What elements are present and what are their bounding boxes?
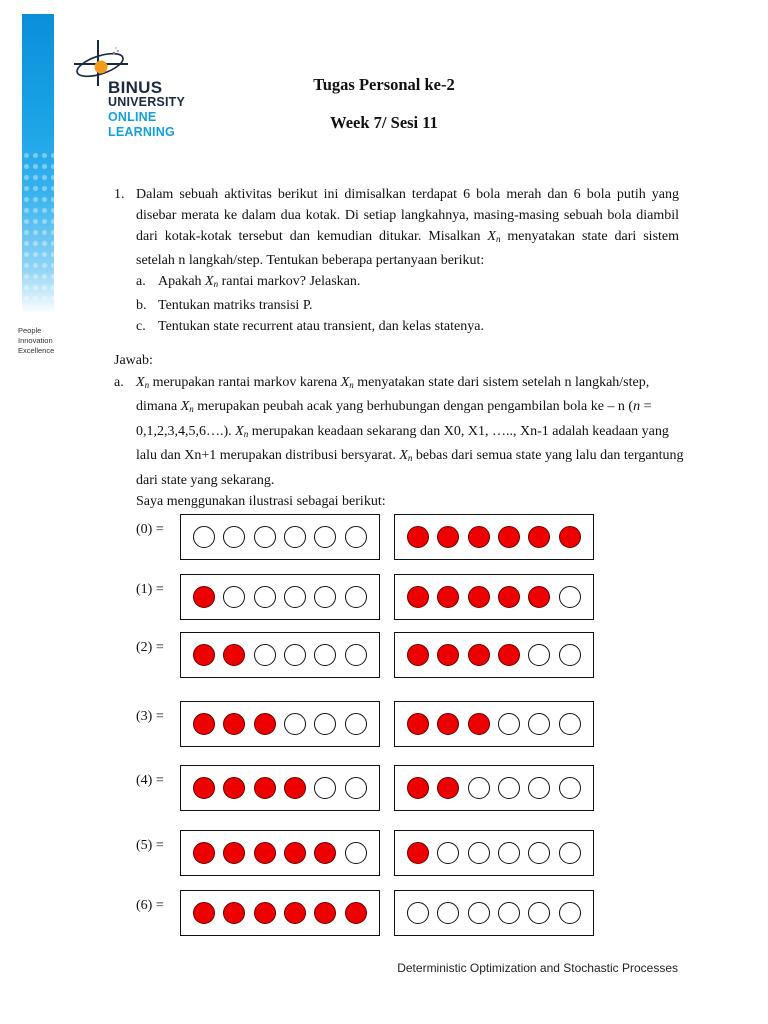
white-ball (559, 902, 581, 924)
white-ball (193, 526, 215, 548)
white-ball (223, 586, 245, 608)
question-number: 1. (114, 187, 125, 202)
white-ball (498, 777, 520, 799)
page-title: Tugas Personal ke-2 (313, 75, 455, 94)
white-ball (345, 526, 367, 548)
white-ball (498, 842, 520, 864)
red-ball (314, 842, 336, 864)
state-label: (0) = (136, 522, 164, 537)
red-ball (193, 644, 215, 666)
page-subtitle: Week 7/ Sesi 11 (330, 113, 438, 132)
red-ball (254, 713, 276, 735)
white-ball (254, 526, 276, 548)
answer-heading: Jawab: (114, 353, 153, 368)
white-ball (345, 644, 367, 666)
question-text-part: Dalam sebuah aktivitas berikut ini dimisalkan terdapat 6 bola merah dan 6 bola putih yang disebar merata ke dalam dua kotak. Di setiap langkahnya, masing-masing sebuah bola diambil dari kotak-kotak tersebut dan kemudian ditukar. Misalkan (136, 187, 679, 244)
subitem-letter: a. (136, 274, 146, 289)
white-ball (254, 644, 276, 666)
red-ball (254, 902, 276, 924)
red-ball (437, 644, 459, 666)
white-ball (528, 644, 550, 666)
answer-block (114, 350, 684, 513)
white-ball (254, 586, 276, 608)
tagline-line: Excellence (18, 346, 55, 355)
red-ball (254, 842, 276, 864)
right-box (394, 632, 594, 678)
brand-side-pattern (22, 150, 54, 300)
white-ball (559, 644, 581, 666)
red-ball (223, 777, 245, 799)
white-ball (498, 713, 520, 735)
red-ball (528, 526, 550, 548)
red-ball (193, 902, 215, 924)
state-label: (6) = (136, 898, 164, 913)
red-ball (193, 777, 215, 799)
red-ball (284, 902, 306, 924)
white-ball (284, 526, 306, 548)
logo-online: ONLINE (108, 110, 157, 124)
xn-symbol: $X_n$ (399, 448, 413, 463)
red-ball (193, 586, 215, 608)
page-footer: Deterministic Optimization and Stochastic Processes (397, 961, 678, 975)
tagline-line: Innovation (18, 336, 53, 345)
white-ball (528, 777, 550, 799)
right-box (394, 890, 594, 936)
white-ball (314, 713, 336, 735)
xn-symbol: $X_n$ (340, 374, 354, 390)
white-ball (498, 902, 520, 924)
red-ball (314, 902, 336, 924)
red-ball (498, 586, 520, 608)
right-box (394, 574, 594, 620)
red-ball (468, 713, 490, 735)
state-label: (4) = (136, 773, 164, 788)
red-ball (345, 902, 367, 924)
white-ball (468, 842, 490, 864)
right-box (394, 514, 594, 560)
red-ball (468, 526, 490, 548)
red-ball (498, 526, 520, 548)
white-ball (345, 713, 367, 735)
white-ball (559, 842, 581, 864)
white-ball (345, 586, 367, 608)
illustration-intro: Saya menggunakan ilustrasi sebagai berikut: (136, 494, 386, 509)
red-ball (284, 777, 306, 799)
question-text (114, 184, 679, 271)
xn-symbol: $X_n$ (205, 274, 219, 289)
right-box (394, 765, 594, 811)
white-ball (528, 713, 550, 735)
answer-letter: a. (114, 374, 124, 390)
subitem-letter: c. (136, 319, 146, 334)
white-ball (314, 526, 336, 548)
brand-tagline (18, 326, 78, 356)
white-ball (559, 713, 581, 735)
white-ball (345, 777, 367, 799)
question-subitem: a. Apakah $X_n$ rantai markov? Jelaskan. (114, 271, 679, 295)
left-box (180, 765, 380, 811)
state-label: (3) = (136, 709, 164, 724)
white-ball (284, 644, 306, 666)
red-ball (468, 586, 490, 608)
red-ball (407, 586, 429, 608)
red-ball (407, 713, 429, 735)
left-box (180, 830, 380, 876)
red-ball (407, 526, 429, 548)
red-ball (407, 842, 429, 864)
white-ball (314, 644, 336, 666)
xn-symbol: $X_n$ (180, 399, 194, 414)
white-ball (437, 842, 459, 864)
red-ball (528, 586, 550, 608)
red-ball (437, 526, 459, 548)
white-ball (559, 586, 581, 608)
left-box (180, 574, 380, 620)
white-ball (314, 586, 336, 608)
left-box (180, 701, 380, 747)
red-ball (407, 777, 429, 799)
white-ball (468, 777, 490, 799)
state-label: (2) = (136, 640, 164, 655)
left-box (180, 514, 380, 560)
red-ball (223, 842, 245, 864)
white-ball (437, 902, 459, 924)
red-ball (407, 644, 429, 666)
xn-symbol: $X_n$ (487, 229, 501, 244)
red-ball (468, 644, 490, 666)
red-ball (498, 644, 520, 666)
white-ball (528, 902, 550, 924)
question-block (114, 184, 679, 337)
left-box (180, 632, 380, 678)
white-ball (284, 586, 306, 608)
white-ball (559, 777, 581, 799)
red-ball (193, 842, 215, 864)
red-ball (223, 644, 245, 666)
right-box (394, 701, 594, 747)
red-ball (223, 713, 245, 735)
white-ball (407, 902, 429, 924)
red-ball (223, 902, 245, 924)
red-ball (254, 777, 276, 799)
left-box (180, 890, 380, 936)
right-box (394, 830, 594, 876)
xn-symbol: $X_n$ (136, 374, 150, 390)
red-ball (437, 777, 459, 799)
question-text-part: menyatakan state dari sistem setelah n langkah/step. Tentukan beberapa pertanyaan berikut: (136, 229, 680, 268)
question-subitem: c. Tentukan state recurrent atau transient, dan kelas statenya. (114, 316, 679, 337)
white-ball (468, 902, 490, 924)
red-ball (284, 842, 306, 864)
white-ball (314, 777, 336, 799)
white-ball (345, 842, 367, 864)
logo-brand: BINUS (108, 78, 163, 97)
state-label: (1) = (136, 582, 164, 597)
state-label: (5) = (136, 838, 164, 853)
red-ball (437, 586, 459, 608)
white-ball (284, 713, 306, 735)
red-ball (193, 713, 215, 735)
red-ball (559, 526, 581, 548)
white-ball (528, 842, 550, 864)
answer-body: a. $X_n$ merupakan rantai markov karena $X_n$ menyatakan state dari sistem setelah n langkah/step, dimana $X_n$ merupakan peubah acak yang berhubungan dengan pengambilan bola ke – n (n = 0,1,2,3,4,5,6….). $X_n$ merupakan keadaan sekarang dan X0, X1, ….., Xn-1 adalah keadaan yang lalu dan Xn+1 merupakan distribusi bersyarat. $X_n$ bebas dari semua state yang lalu dan tergantung dari state yang sekarang. Saya menggunakan ilustrasi sebagai berikut: (114, 372, 684, 513)
tagline-line: People (18, 326, 42, 335)
subitem-letter: b. (136, 298, 147, 313)
white-ball (223, 526, 245, 548)
question-subitem: b. Tentukan matriks transisi P. (114, 295, 679, 316)
red-ball (437, 713, 459, 735)
logo-university: UNIVERSITY (108, 95, 186, 109)
logo-learning: LEARNING (108, 125, 175, 139)
xn-symbol: $X_n$ (235, 423, 249, 439)
